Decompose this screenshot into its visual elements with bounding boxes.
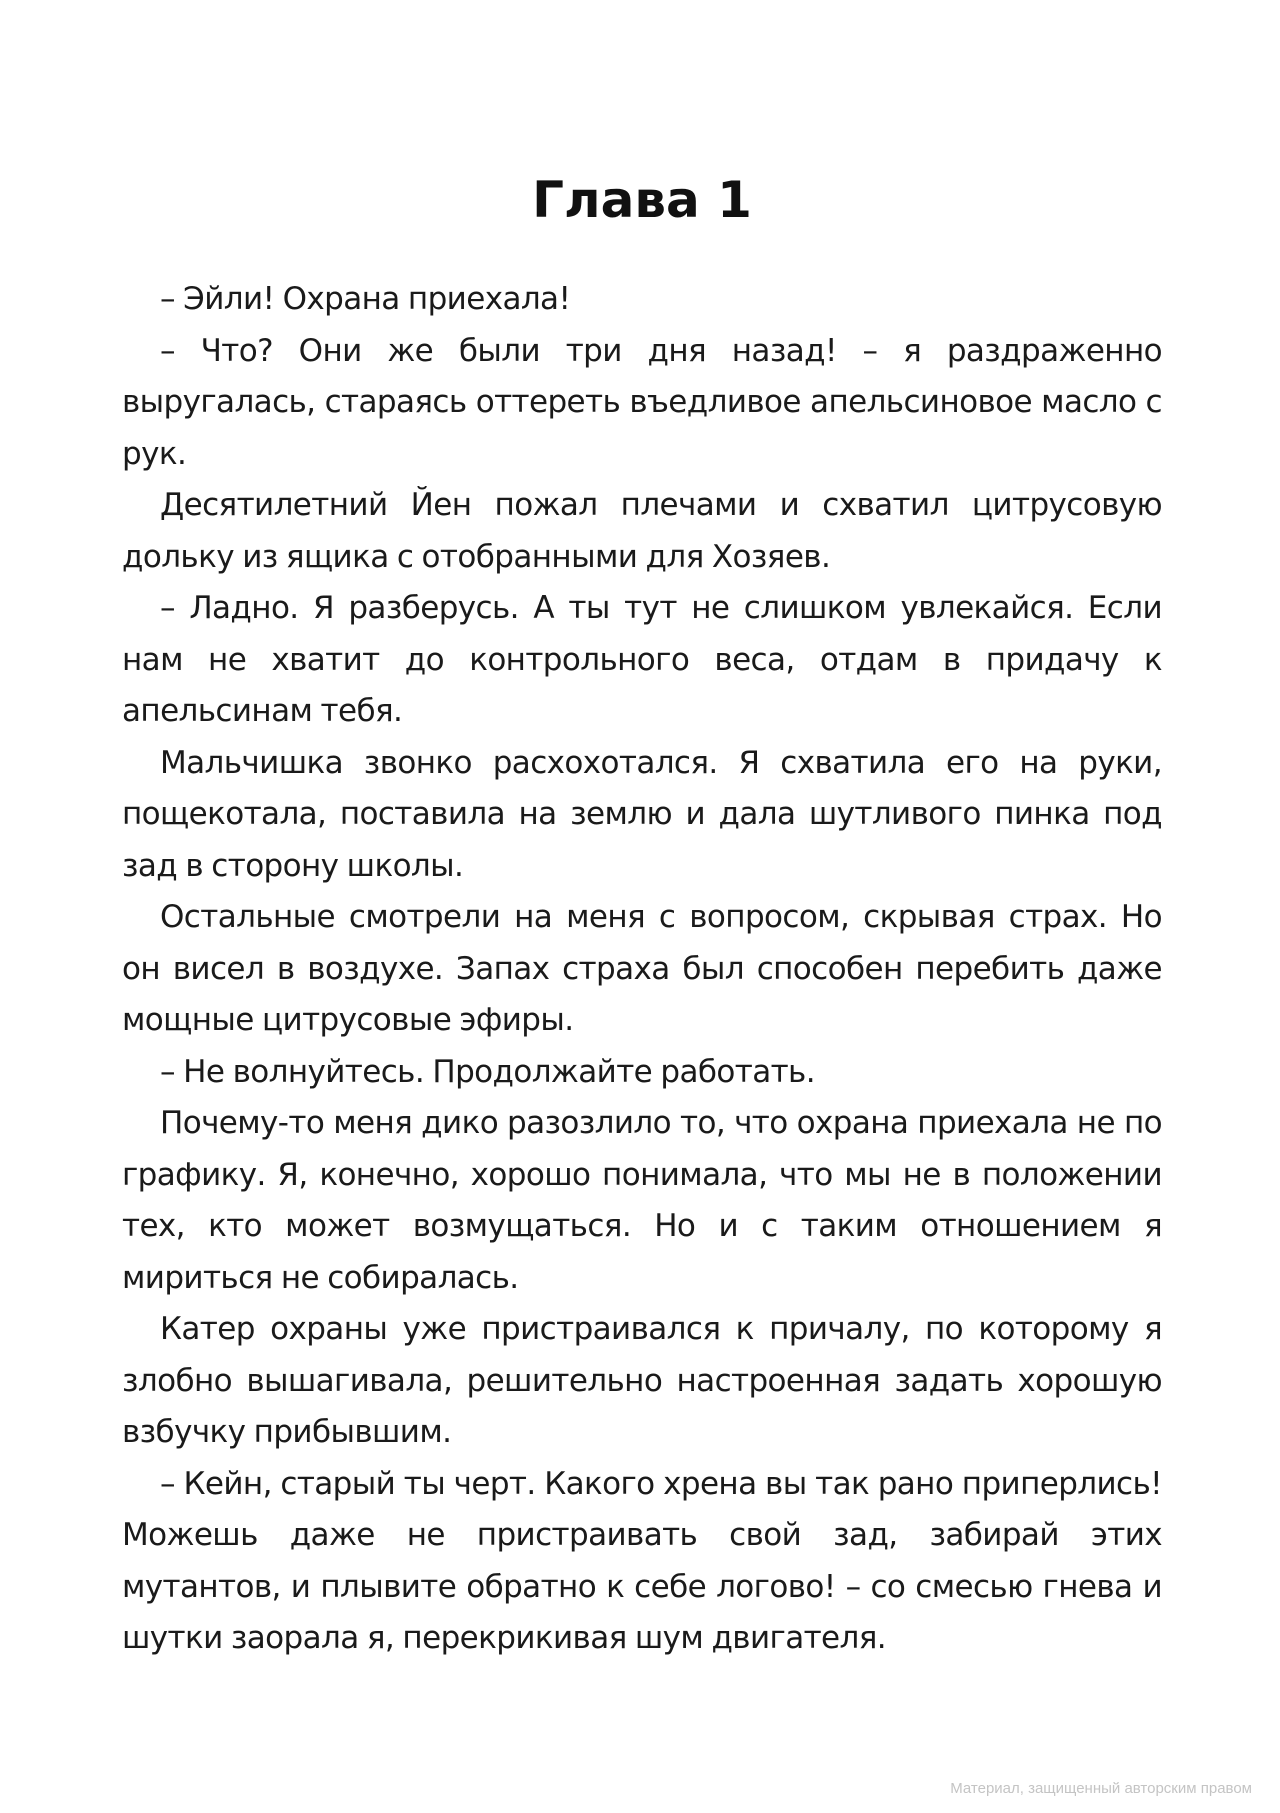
paragraph: – Кейн, старый ты черт. Какого хрена вы так рано приперлись! Можешь даже не пристраивать свой зад, забирай этих мутантов, и плывите обратно к себе логово! – со смесью гнева и шутки заорала я, перекрикивая шум двигателя. <box>122 1465 1162 1656</box>
paragraph: – Не волнуйтесь. Продолжайте работать. <box>160 1053 815 1090</box>
chapter-body <box>122 274 1162 1665</box>
paragraph: – Эйли! Охрана приехала! <box>160 281 571 317</box>
paragraph: Десятилетний Йен пожал плечами и схватил цитрусовую дольку из ящика с отобранными для Хозяев. <box>122 487 1162 575</box>
book-page <box>122 170 1162 1665</box>
chapter-title: Глава 1 <box>532 171 752 229</box>
paragraph: Почему-то меня дико разозлило то, что охрана приехала не по графику. Я, конечно, хорошо понимала, что мы не в положении тех, кто может возмущаться. Но и с таким отношением я мириться не собиралась. <box>122 1105 1162 1296</box>
paragraph: Мальчишка звонко расхохотался. Я схватила его на руки, пощекотала, поставила на землю и дала шутливого пинка под зад в сторону школы. <box>122 744 1162 884</box>
paragraph: Катер охраны уже пристраивался к причалу, по которому я злобно вышагивала, решительно настроенная задать хорошую взбучку прибывшим. <box>122 1311 1162 1450</box>
paragraph: Остальные смотрели на меня с вопросом, скрывая страх. Но он висел в воздухе. Запах страха был способен перебить даже мощные цитрусовые эфиры. <box>122 899 1162 1038</box>
copyright-notice: Материал, защищенный авторским правом <box>950 1780 1252 1797</box>
paragraph: – Ладно. Я разберусь. А ты тут не слишком увлекайся. Если нам не хватит до контрольного веса, отдам в придачу к апельсинам тебя. <box>122 590 1162 729</box>
paragraph: – Что? Они же были три дня назад! – я раздраженно выругалась, стараясь оттереть въедливое апельсиновое масло с рук. <box>122 332 1162 472</box>
